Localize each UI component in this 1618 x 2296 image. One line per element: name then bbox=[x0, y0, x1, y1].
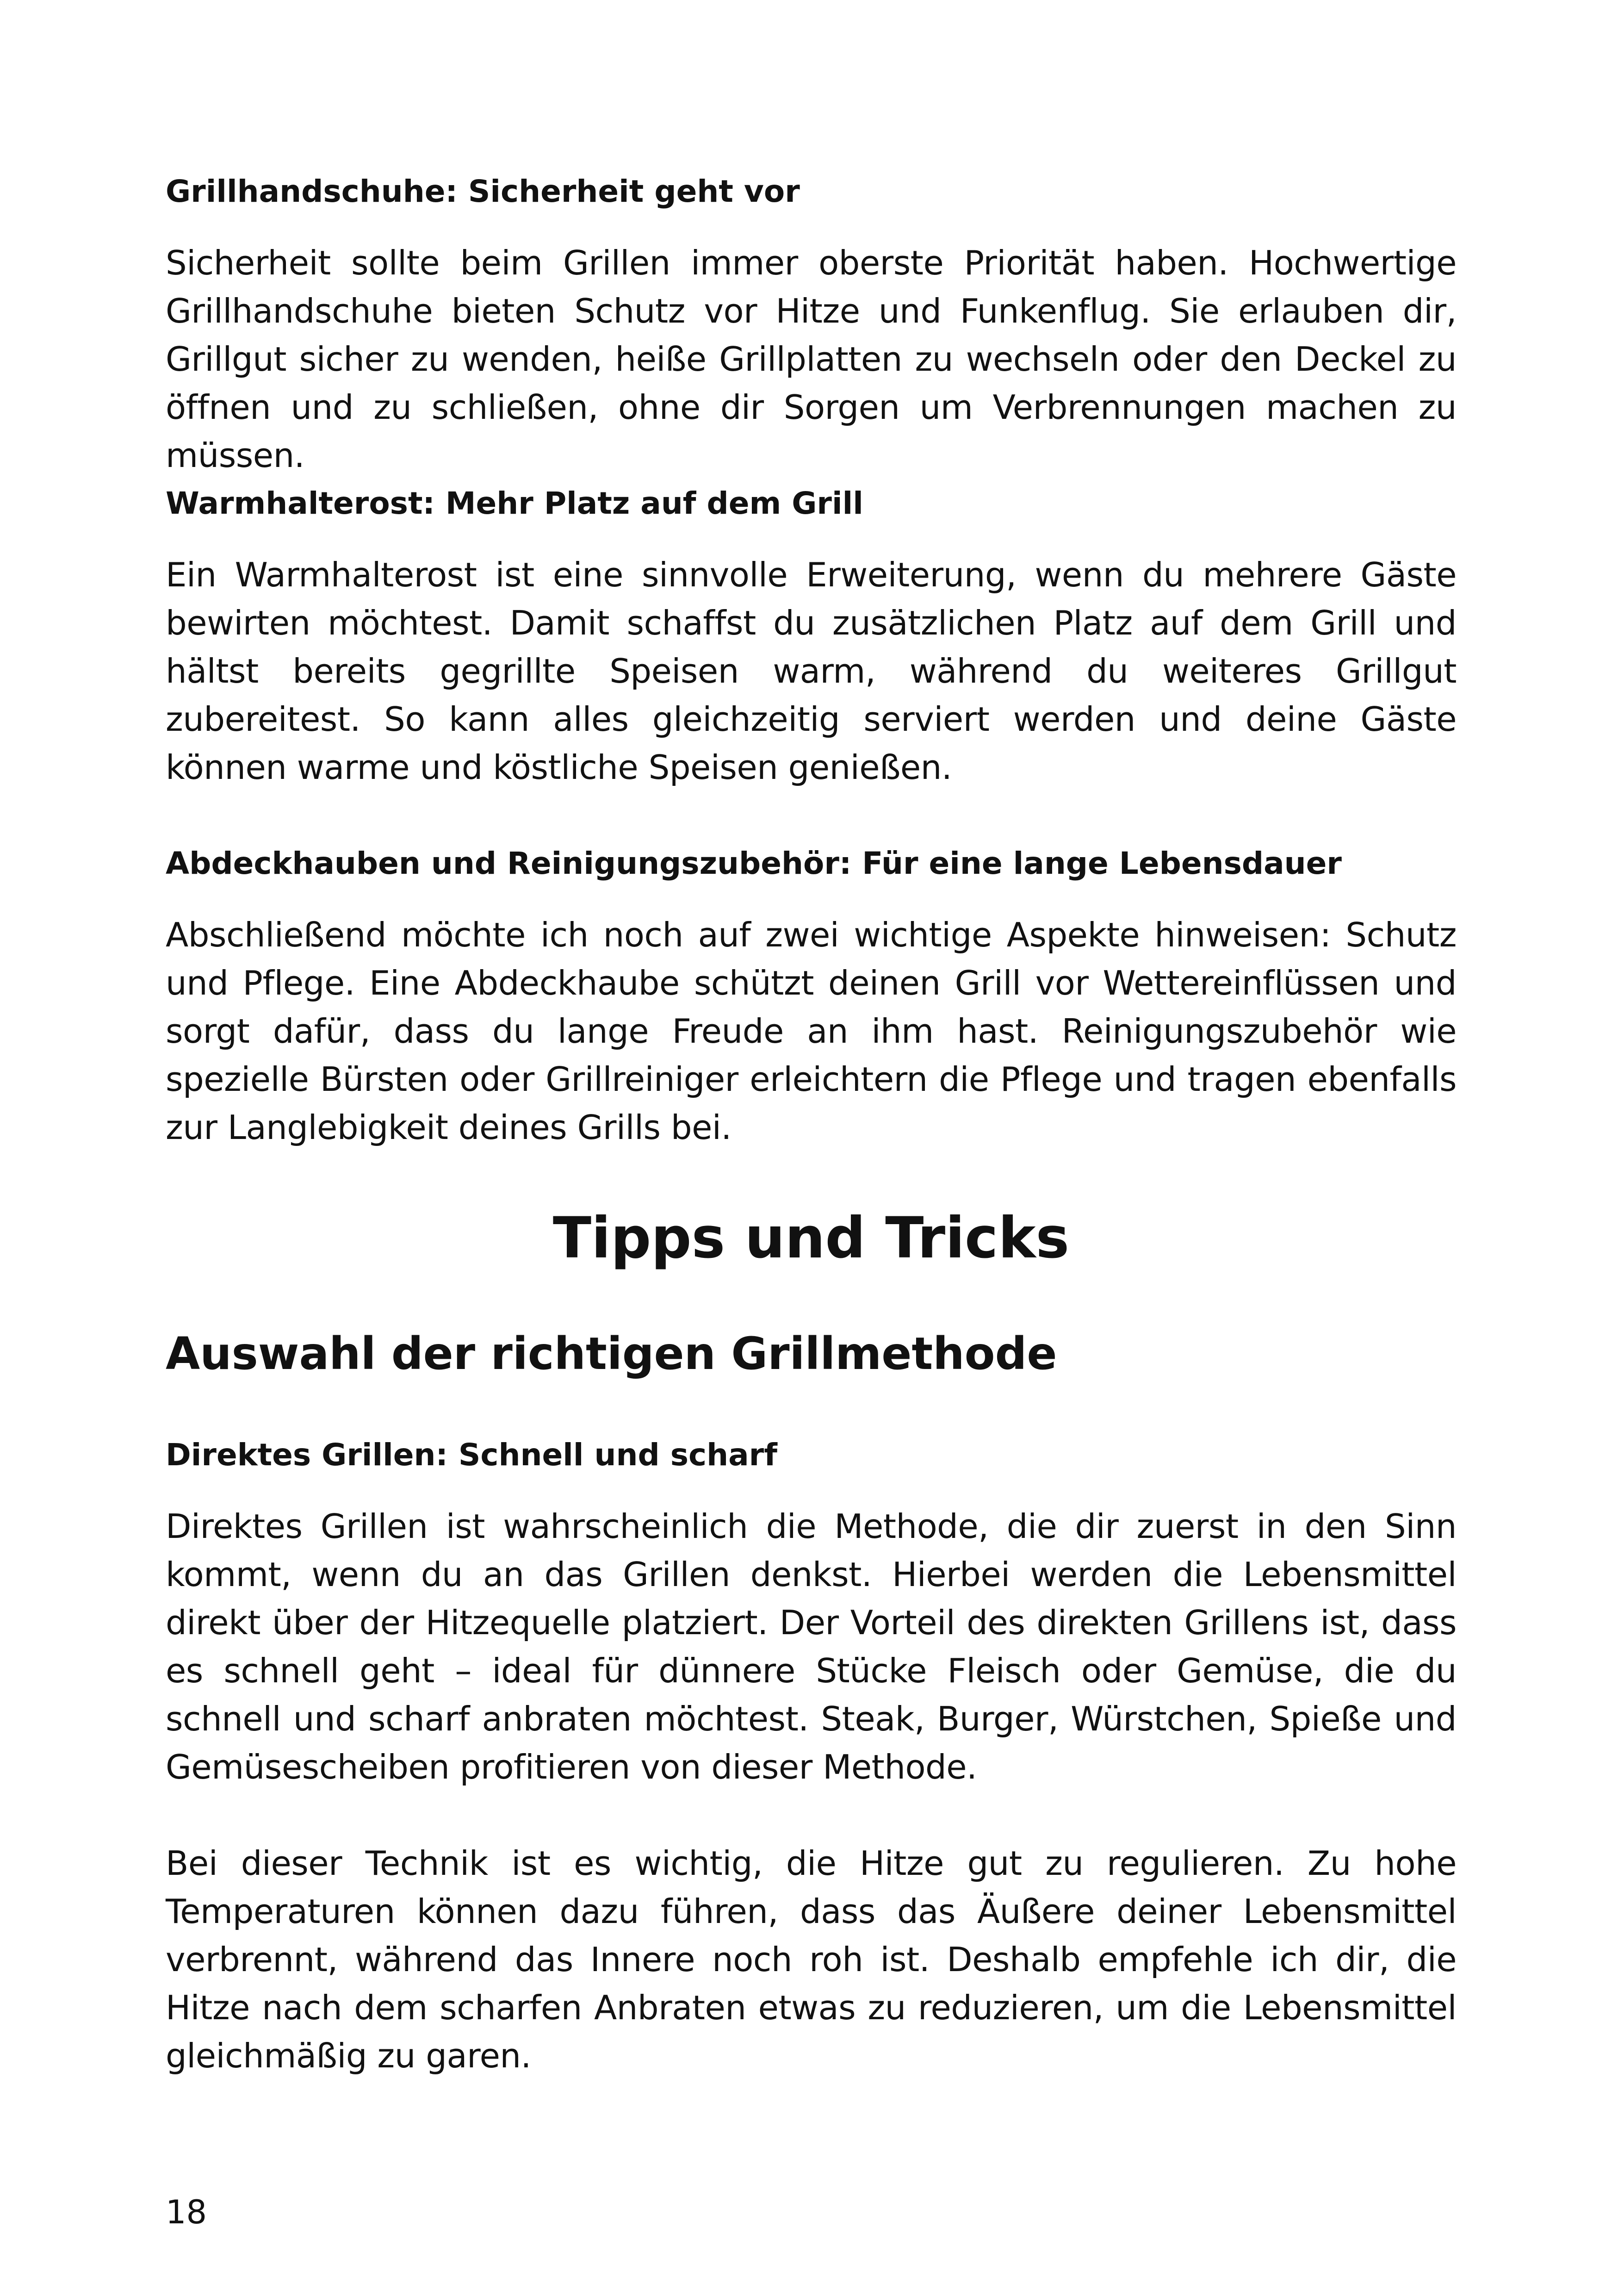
section-grillhandschuhe bbox=[166, 168, 1457, 479]
section-title-block bbox=[166, 1324, 1457, 1384]
book-page bbox=[166, 0, 1457, 2296]
page-number: 18 bbox=[166, 2193, 207, 2231]
section-warmhalterost bbox=[166, 479, 1457, 791]
section-heading: Grillhandschuhe: Sicherheit geht vor bbox=[166, 174, 800, 209]
section-title: Auswahl der richtigen Grillmethode bbox=[166, 1328, 1057, 1380]
subsection-heading: Direktes Grillen: Schnell und scharf bbox=[166, 1437, 777, 1473]
section-abdeckhauben bbox=[166, 840, 1457, 1151]
paragraph: Bei dieser Technik ist es wichtig, die Hitze gut zu regulieren. Zu hohe Temperaturen können dazu führen, dass das Äußere deiner Lebensmittel verbrennt, während das Innere noch roh ist. Deshalb empfehle ich dir, die Hitze nach dem scharfen Anbraten etwas zu reduzieren, um die Lebensmittel gleichmäßig zu garen. bbox=[166, 1844, 1457, 2075]
section-body: Sicherheit sollte beim Grillen immer oberste Priorität haben. Hochwertige Grillhandschuhe bieten Schutz vor Hitze und Funkenflug. Sie erlauben dir, Grillgut sicher zu wenden, heiße Grillplatten zu wechseln oder den Deckel zu öffnen und zu schließen, ohne dir Sorgen um Verbrennungen machen zu müssen. bbox=[166, 243, 1457, 475]
paragraph: Direktes Grillen ist wahrscheinlich die Methode, die dir zuerst in den Sinn kommt, wenn du an das Grillen denkst. Hierbei werden die Lebensmittel direkt über der Hitzequelle platziert. Der Vorteil des direkten Grillens ist, dass es schnell geht – ideal für dünnere Stücke Fleisch oder Gemüse, die du schnell und scharf anbraten möchtest. Steak, Burger, Würstchen, Spieße und Gemüsescheiben profitieren von dieser Methode. bbox=[166, 1507, 1457, 1786]
section-heading: Warmhalterost: Mehr Platz auf dem Grill bbox=[166, 485, 863, 521]
section-heading: Abdeckhauben und Reinigungszubehör: Für eine lange Lebensdauer bbox=[166, 846, 1342, 881]
section-body: Abschließend möchte ich noch auf zwei wichtige Aspekte hinweisen: Schutz und Pflege. Eine Abdeckhaube schützt deinen Grill vor Wettereinflüssen und sorgt dafür, dass du lange Freude an ihm hast. Reinigungszubehör wie spezielle Bürsten oder Grillreiniger erleichtern die Pflege und tragen ebenfalls zur Langlebigkeit deines Grills bei. bbox=[166, 915, 1457, 1147]
section-body: Ein Warmhalterost ist eine sinnvolle Erweiterung, wenn du mehrere Gäste bewirten möchtest. Damit schaffst du zusätzlichen Platz auf dem Grill und hältst bereits gegrillte Speisen warm, während du weiteres Grillgut zubereitest. So kann alles gleichzeitig serviert werden und deine Gäste können warme und köstliche Speisen genießen. bbox=[166, 555, 1457, 787]
chapter-title-block bbox=[166, 1203, 1457, 1273]
subsection-direktes-grillen bbox=[166, 1431, 1457, 2080]
chapter-title: Tipps und Tricks bbox=[552, 1205, 1070, 1271]
